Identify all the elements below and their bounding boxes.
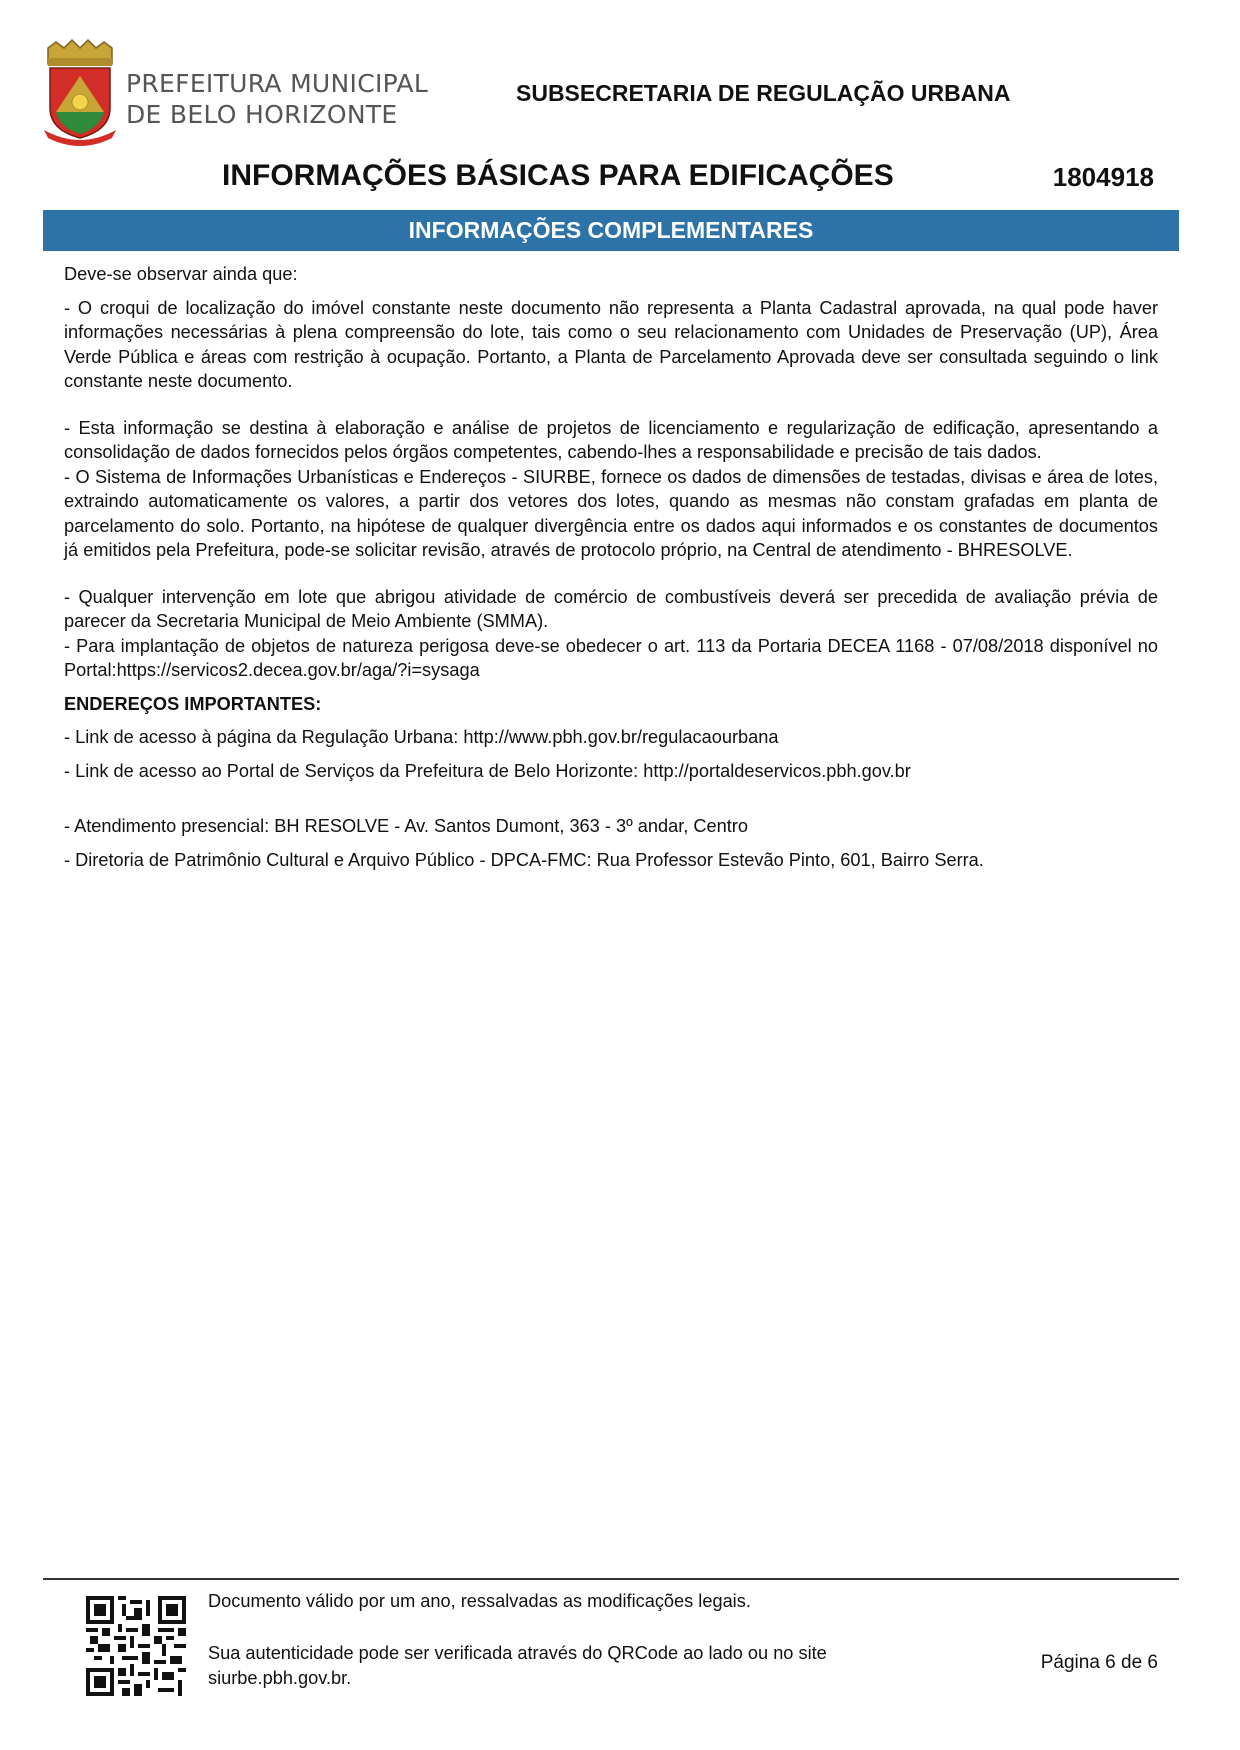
document-number: 1804918	[1052, 162, 1154, 192]
addresses-heading: ENDEREÇOS IMPORTANTES:	[64, 693, 322, 714]
logo-line-2: DE BELO HORIZONTE	[126, 100, 398, 129]
logo-line-1: PREFEITURA MUNICIPAL	[126, 69, 429, 98]
paragraph-combustiveis: - Qualquer intervenção em lote que abrigou atividade de comércio de combustíveis deverá ser precedida de avaliação prévia de parecer da Secretaria Municipal de Meio Ambiente (SMMA).	[64, 586, 1158, 631]
prefeitura-logo	[40, 38, 429, 146]
page-number: Página 6 de 6	[1040, 1652, 1158, 1673]
qr-code-icon[interactable]	[86, 1596, 186, 1696]
validity-note: Documento válido por um ano, ressalvadas as modificações legais.	[208, 1591, 751, 1611]
document-title: INFORMAÇÕES BÁSICAS PARA EDIFICAÇÕES	[222, 159, 894, 192]
paragraph-croqui: - O croqui de localização do imóvel constante neste documento não representa a Planta Cadastral aprovada, na qual pode haver informações necessárias à plena compreensão do lote, tais como o seu relacionamento com Unidades de Preservação (UP), Área Verde Pública e áreas com restrição à ocupação. Portanto, a Planta de Parcelamento Aprovada deve ser consultada seguindo o link constante neste documento.	[64, 297, 1158, 391]
subsecretaria-heading: SUBSECRETARIA DE REGULAÇÃO URBANA	[516, 80, 1011, 106]
paragraph-siurbe: - O Sistema de Informações Urbanísticas e Endereços - SIURBE, fornece os dados de dimensões de testadas, divisas e área de lotes, extraindo automaticamente os valores, a partir dos vetores dos lotes, quando as mesmas não constam grafadas em planta de parcelamento do solo. Portanto, na hipótese de qualquer divergência entre os dados aqui informados e os constantes de documentos já emitidos pela Prefeitura, pode-se solicitar revisão, através de protocolo próprio, na Central de atendimento - BHRESOLVE.	[64, 466, 1158, 560]
link-portal-servicos[interactable]: - Link de acesso ao Portal de Serviços da Prefeitura de Belo Horizonte: http://portaldeservicos.pbh.gov.br	[64, 760, 911, 781]
link-regulacao[interactable]: - Link de acesso à página da Regulação Urbana: http://www.pbh.gov.br/regulacaourbana	[64, 727, 779, 747]
document-body	[64, 262, 1158, 872]
section-banner: INFORMAÇÕES COMPLEMENTARES	[43, 210, 1179, 251]
coat-of-arms-icon	[40, 38, 120, 146]
footer-divider	[43, 1578, 1179, 1580]
paragraph-informacao: - Esta informação se destina à elaboração e análise de projetos de licenciamento e regularização de edificação, apresentando a consolidação de dados fornecidos pelos órgãos competentes, cabendo-lhes a responsabilidade e precisão de tais dados.	[64, 417, 1158, 462]
authenticity-note: Sua autenticidade pode ser verificada através do QRCode ao lado ou no site siurbe.pbh.gov.br.	[208, 1643, 827, 1688]
paragraph-decea: - Para implantação de objetos de natureza perigosa deve-se obedecer o art. 113 da Portaria DECEA 1168 - 07/08/2018 disponível no Portal:https://servicos2.decea.gov.br/aga/?i=sysaga	[64, 635, 1158, 680]
address-dpca: - Diretoria de Patrimônio Cultural e Arquivo Público - DPCA-FMC: Rua Professor Estevão Pinto, 601, Bairro Serra.	[64, 849, 984, 870]
address-bh-resolve: - Atendimento presencial: BH RESOLVE - Av. Santos Dumont, 363 - 3º andar, Centro	[64, 816, 748, 836]
intro-text: Deve-se observar ainda que:	[64, 264, 298, 284]
